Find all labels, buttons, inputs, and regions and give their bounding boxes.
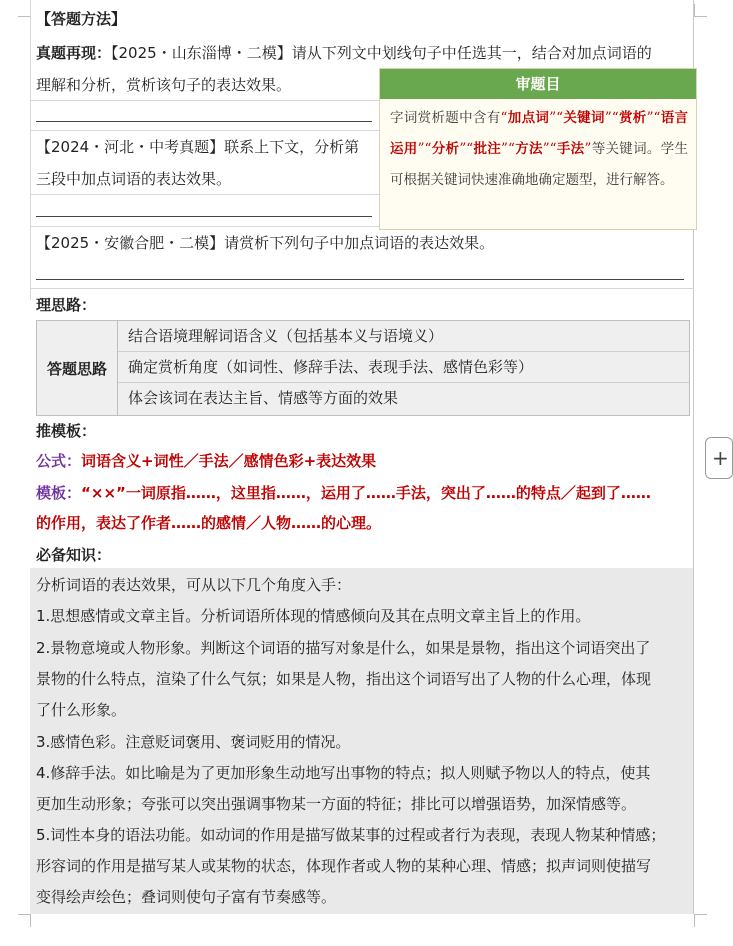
page-corner-mark [18, 914, 31, 927]
real-exam-q2-line2: 三段中加点词语的表达效果。 [36, 170, 232, 188]
keyword: 方法 [514, 141, 543, 157]
real-exam-q1-line2: 理解和分析，赏析该句子的表达效果。 [36, 76, 292, 94]
review-text-2: 等关键词。学生可根据关键词快速准确地确定题型，进行解答。 [390, 141, 689, 188]
model-line-1 [36, 482, 651, 504]
knowledge-line: 4.修辞手法。如比喻是为了更加形象生动地写出事物的特点；拟人则赋予物以人的特点，使其 [36, 764, 651, 782]
knowledge-label: 必备知识： [36, 546, 112, 564]
table-row: 确定赏析角度（如词性、修辞手法、表现手法、感情色彩等） [118, 352, 689, 383]
table-head: 答题思路 [37, 321, 118, 415]
real-exam-label: 真题再现： [36, 44, 112, 62]
keyword: 加点词 [507, 110, 550, 126]
review-card [379, 68, 697, 230]
knowledge-line: 5.词性本身的语法功能。如动词的作用是描写做某事的过程或者行为表现，表现人物某种情感； [36, 826, 666, 844]
page-border [30, 0, 31, 300]
review-card-title: 审题目 [380, 69, 696, 99]
section-title: 【答题方法】 [36, 10, 127, 28]
keyword: 关键词 [563, 110, 605, 126]
real-exam-q2-line1: 【2024・河北・中考真题】联系上下文，分析第 [36, 138, 360, 156]
real-exam-q3-line1: 【2025・安徽合肥・二模】请赏析下列句子中加点词语的表达效果。 [36, 234, 495, 252]
real-exam-q1-line1 [36, 42, 652, 64]
row-divider [30, 130, 380, 131]
formula-label: 公式： [36, 452, 82, 470]
answer-line [36, 216, 372, 217]
page-corner-mark [694, 914, 707, 927]
keyword: 分析 [431, 141, 460, 157]
q1-source: 【2025・山东淄博・二模】 [111, 44, 292, 62]
thinking-label: 理思路： [36, 296, 97, 314]
model-text: “××”一词原指……，这里指……，运用了……手法，突出了……的特点／起到了…… [81, 484, 651, 502]
thinking-table [36, 320, 690, 416]
q1-text: 请从下列文中划线句子中任选其一，结合对加点词语的 [291, 44, 652, 62]
answer-line [36, 279, 684, 280]
row-divider [30, 194, 380, 195]
table-row: 结合语境理解词语含义（包括基本义与语境义） [118, 321, 689, 352]
model-label: 模板： [36, 484, 82, 502]
knowledge-line: 2.景物意境或人物形象。判断这个词语的描写对象是什么，如果是景物，指出这个词语突出了 [36, 639, 651, 657]
row-divider [30, 288, 694, 289]
knowledge-line: 1.思想感情或文章主旨。分析词语所体现的情感倾向及其在点明文章主旨上的作用。 [36, 607, 591, 625]
knowledge-line: 分析词语的表达效果，可从以下几个角度入手： [36, 576, 352, 594]
formula-line [36, 450, 376, 472]
review-card-body: 字词赏析题中含有“加点词”“关键词”“赏析”“语言运用”“分析”“批注”“方法”“手法”等关键词。学生可根据关键词快速准确地确定题型，进行解答。 [390, 110, 689, 188]
model-line-2: 的作用，表达了作者……的感情／人物……的心理。 [36, 514, 382, 532]
template-label: 推模板： [36, 422, 97, 440]
keyword: 手法 [556, 141, 585, 157]
knowledge-line: 变得绘声绘色；叠词则使句子富有节奏感等。 [36, 888, 337, 906]
add-button[interactable]: + [705, 437, 733, 479]
knowledge-line: 了什么形象。 [36, 701, 127, 719]
row-divider [30, 100, 380, 101]
knowledge-line: 3.感情色彩。注意贬词褒用、褒词贬用的情况。 [36, 733, 351, 751]
answer-line [36, 121, 372, 122]
keyword: 语言运用 [390, 110, 689, 157]
knowledge-line: 更加生动形象；夸张可以突出强调事物某一方面的特征；排比可以增强语势，加深情感等。 [36, 795, 637, 813]
keyword: 批注 [473, 141, 502, 157]
keyword: 赏析 [618, 110, 647, 126]
knowledge-line: 形容词的作用是描写某人或某物的状态，体现作者或人物的某种心理、情感；拟声词则使描写 [36, 857, 652, 875]
review-text-1: 字词赏析题中含有 [390, 110, 501, 126]
knowledge-box [30, 568, 693, 914]
page-corner-mark [694, 4, 707, 17]
formula-text: 词语含义+词性／手法／感情色彩+表达效果 [81, 452, 377, 470]
table-row: 体会该词在表达主旨、情感等方面的效果 [128, 389, 399, 407]
knowledge-line: 景物的什么特点，渲染了什么气氛；如果是人物，指出这个词语写出了人物的什么心理，体现 [36, 670, 652, 688]
